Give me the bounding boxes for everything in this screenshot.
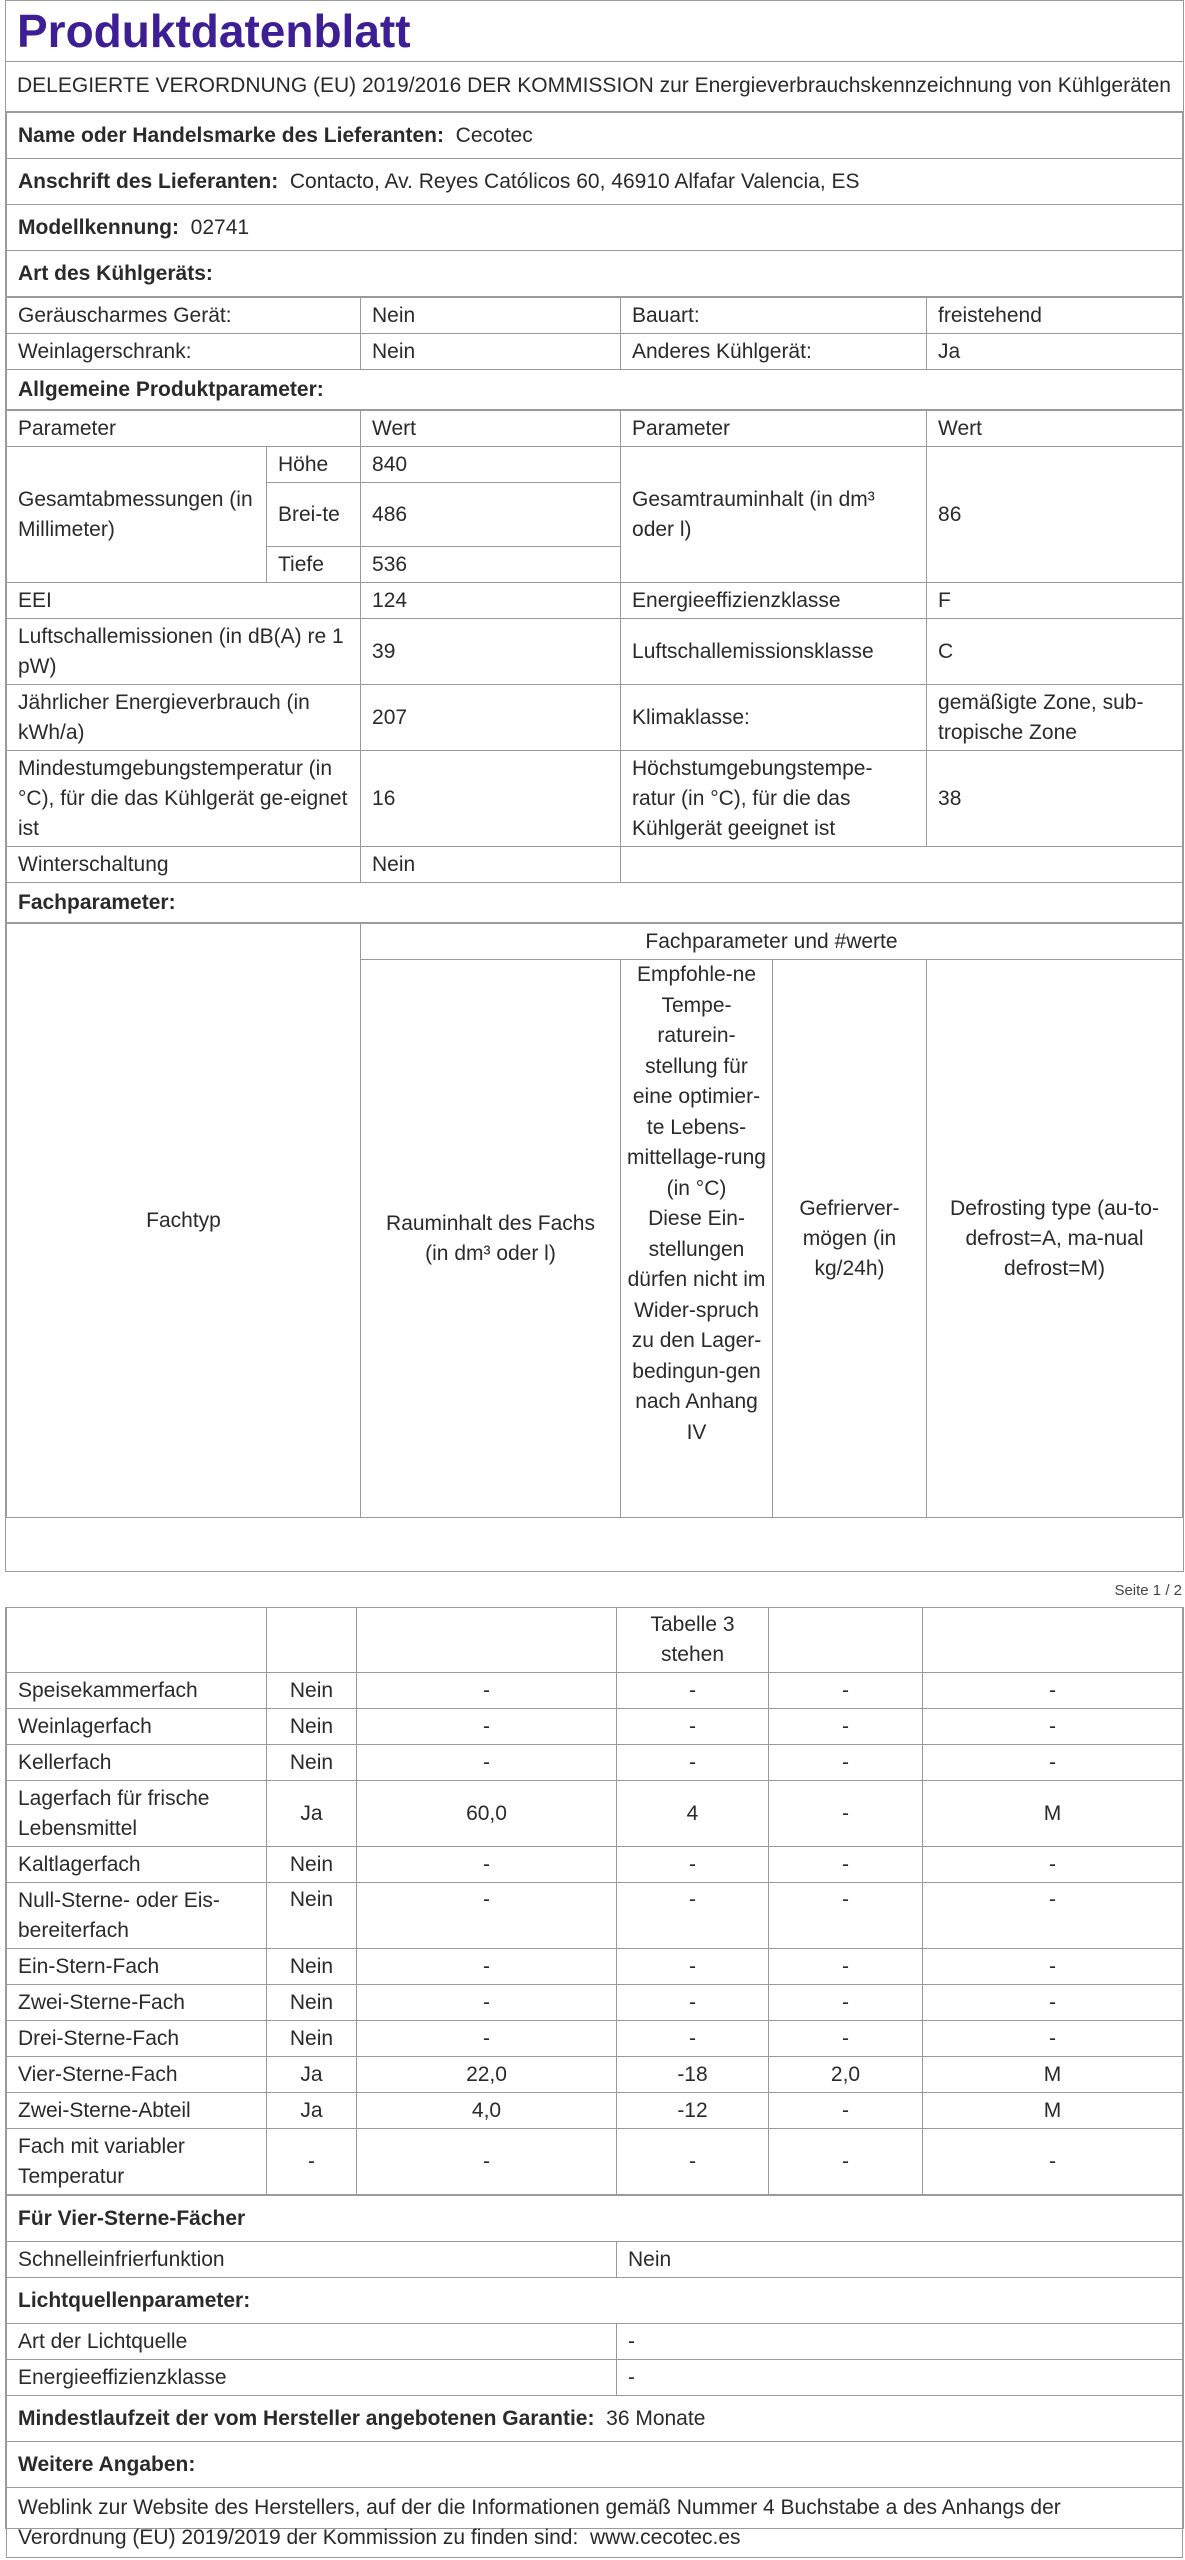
- compartment-name: Lagerfach für frische Lebensmittel: [7, 1781, 267, 1847]
- compartment-temp: 4: [617, 1781, 769, 1847]
- supplier-name-label: Name oder Handelsmarke des Lieferanten:: [18, 123, 444, 147]
- light-type-label: Art der Lichtquelle: [7, 2324, 617, 2360]
- min-temp-value: 16: [361, 751, 621, 847]
- depth-label: Tiefe: [267, 547, 361, 583]
- compartment-temp: -: [617, 1709, 769, 1745]
- noise-label: Luftschallemissionen (in dB(A) re 1 pW): [7, 619, 361, 685]
- height-value: 840: [361, 447, 621, 483]
- compartment-present: Nein: [267, 1709, 357, 1745]
- compartment-volume: -: [357, 1709, 617, 1745]
- compartment-freeze: -: [769, 1673, 923, 1709]
- general-params-table: [6, 410, 1183, 923]
- compartment-freeze: -: [769, 1985, 923, 2021]
- compartment-volume: -: [357, 1673, 617, 1709]
- compartment-temp: -: [617, 1949, 769, 1985]
- supplier-table: [6, 112, 1183, 297]
- compartment-freeze: -: [769, 1847, 923, 1883]
- compartment-present: Nein: [267, 1985, 357, 2021]
- compartment-temp: -: [617, 1985, 769, 2021]
- light-type-value: -: [617, 2324, 1183, 2360]
- compartment-present: -: [267, 2129, 357, 2195]
- compartment-row: [7, 1673, 1183, 1709]
- compartment-freeze: -: [769, 1709, 923, 1745]
- compartment-temp: -: [617, 1883, 769, 1949]
- general-heading: Allgemeine Produktparameter:: [7, 370, 1183, 410]
- wine-cabinet-label: Weinlagerschrank:: [7, 334, 361, 370]
- other-appliance-label: Anderes Kühlgerät:: [621, 334, 927, 370]
- design-value: freistehend: [927, 298, 1183, 334]
- compartment-freeze: -: [769, 1781, 923, 1847]
- low-noise-value: Nein: [361, 298, 621, 334]
- compartment-name: Zwei-Sterne-Abteil: [7, 2093, 267, 2129]
- compartment-row: [7, 2129, 1183, 2195]
- other-appliance-value: Ja: [927, 334, 1183, 370]
- col-param-header-2: Parameter: [621, 411, 927, 447]
- compartment-defrost: M: [923, 2057, 1183, 2093]
- compartment-freeze: 2,0: [769, 2057, 923, 2093]
- page-title: Produktdatenblatt: [6, 1, 1183, 62]
- appliance-type-table: [6, 297, 1183, 410]
- compartment-rows: [7, 1673, 1183, 2195]
- supplier-address-value: Contacto, Av. Reyes Católicos 60, 46910 Alfafar Valencia, ES: [289, 169, 860, 193]
- compartment-present: Nein: [267, 1883, 357, 1949]
- energy-class-label: Energieeffizienzklasse: [621, 583, 927, 619]
- compartment-present: Ja: [267, 2057, 357, 2093]
- compartment-name: Kaltlagerfach: [7, 1847, 267, 1883]
- design-label: Bauart:: [621, 298, 927, 334]
- regulation-subtitle: DELEGIERTE VERORDNUNG (EU) 2019/2016 DER KOMMISSION zur Energieverbrauchskennzeichnung von Kühlgeräten: [6, 62, 1183, 112]
- compartment-volume: -: [357, 1745, 617, 1781]
- compartment-volume: -: [357, 1883, 617, 1949]
- temp-header-part1: Empfohle-ne Tempe-raturein-stellung für eine optimier-te Lebens-mittellage-rung (in °C): [627, 963, 766, 1200]
- compartment-temp: -: [617, 2129, 769, 2195]
- wine-cabinet-value: Nein: [361, 334, 621, 370]
- compartment-type-header: Fachtyp: [7, 924, 361, 1518]
- compartment-temp: -: [617, 1847, 769, 1883]
- compartment-defrost: -: [923, 1985, 1183, 2021]
- compartment-volume: -: [357, 1949, 617, 1985]
- compartment-volume: -: [357, 2021, 617, 2057]
- compartment-present: Nein: [267, 2021, 357, 2057]
- total-volume-label: Gesamtrauminhalt (in dm³ oder l): [621, 447, 927, 583]
- compartment-volume: 4,0: [357, 2093, 617, 2129]
- height-label: Höhe: [267, 447, 361, 483]
- compartment-group-header: Fachparameter und #werte: [361, 924, 1183, 960]
- compartment-name: Zwei-Sterne-Fach: [7, 1985, 267, 2021]
- light-class-label: Energieeffizienzklasse: [7, 2360, 617, 2396]
- compartment-rows-table: [6, 1608, 1183, 2195]
- compartment-defrost: M: [923, 1781, 1183, 1847]
- noise-class-value: C: [927, 619, 1183, 685]
- compartment-temp: -: [617, 1673, 769, 1709]
- compartment-name: Kellerfach: [7, 1745, 267, 1781]
- defrost-type-header: Defrosting type (au-to-defrost=A, ma-nual defrost=M): [927, 960, 1183, 1518]
- compartment-freeze: -: [769, 2093, 923, 2129]
- compartment-present: Nein: [267, 1673, 357, 1709]
- compartment-row: [7, 2057, 1183, 2093]
- compartment-present: Ja: [267, 1781, 357, 1847]
- compartment-name: Vier-Sterne-Fach: [7, 2057, 267, 2093]
- compartment-temp: -: [617, 2021, 769, 2057]
- warranty-label: Mindestlaufzeit der vom Hersteller angebotenen Garantie:: [18, 2406, 595, 2430]
- compartment-present: Nein: [267, 1847, 357, 1883]
- annual-consumption-label: Jährlicher Energieverbrauch (in kWh/a): [7, 685, 361, 751]
- compartment-defrost: -: [923, 2021, 1183, 2057]
- compartment-present: Nein: [267, 1949, 357, 1985]
- page-1: [5, 0, 1184, 1572]
- compartment-defrost: -: [923, 1673, 1183, 1709]
- winter-mode-label: Winterschaltung: [7, 847, 361, 883]
- compartment-name: Null-Sterne- oder Eis-bereiterfach: [7, 1883, 267, 1949]
- compartment-defrost: -: [923, 2129, 1183, 2195]
- compartment-defrost: -: [923, 1709, 1183, 1745]
- fast-freeze-value: Nein: [617, 2242, 1183, 2278]
- compartment-present: Nein: [267, 1745, 357, 1781]
- compartment-freeze: -: [769, 2021, 923, 2057]
- compartments-heading: Fachparameter:: [7, 883, 1183, 923]
- width-label: Brei-te: [267, 483, 361, 547]
- compartment-name: Fach mit variabler Temperatur: [7, 2129, 267, 2195]
- supplier-address-label: Anschrift des Lieferanten:: [18, 169, 279, 193]
- compartment-present: Ja: [267, 2093, 357, 2129]
- compartment-temp: -12: [617, 2093, 769, 2129]
- model-value: 02741: [190, 215, 250, 239]
- eei-label: EEI: [7, 583, 361, 619]
- manufacturer-link[interactable]: www.cecotec.es: [590, 2525, 741, 2549]
- compartment-name: Ein-Stern-Fach: [7, 1949, 267, 1985]
- width-value: 486: [361, 483, 621, 547]
- four-star-table: [6, 2195, 1183, 2558]
- compartment-defrost: -: [923, 1745, 1183, 1781]
- compartment-volume: 60,0: [357, 1781, 617, 1847]
- compartment-header-table: [6, 923, 1183, 1518]
- four-star-heading: Für Vier-Sterne-Fächer: [7, 2196, 1183, 2242]
- further-info-heading: Weitere Angaben:: [7, 2442, 1183, 2488]
- compartment-freeze: -: [769, 2129, 923, 2195]
- compartment-temp: -18: [617, 2057, 769, 2093]
- winter-mode-value: Nein: [361, 847, 621, 883]
- compartment-freeze: -: [769, 1883, 923, 1949]
- climate-class-value: gemäßigte Zone, sub-tropische Zone: [927, 685, 1183, 751]
- supplier-name-value: Cecotec: [455, 123, 533, 147]
- light-heading: Lichtquellenparameter:: [7, 2278, 1183, 2324]
- compartment-row: [7, 1847, 1183, 1883]
- col-value-header: Wert: [361, 411, 621, 447]
- col-param-header: Parameter: [7, 411, 361, 447]
- compartment-name: Speisekammerfach: [7, 1673, 267, 1709]
- compartment-volume: 22,0: [357, 2057, 617, 2093]
- compartment-row: [7, 1883, 1183, 1949]
- compartment-row: [7, 1781, 1183, 1847]
- fast-freeze-label: Schnelleinfrierfunktion: [7, 2242, 617, 2278]
- max-temp-label: Höchstumgebungstempe-ratur (in °C), für die das Kühlgerät geeignet ist: [621, 751, 927, 847]
- compartment-defrost: -: [923, 1883, 1183, 1949]
- compartment-volume: -: [357, 1847, 617, 1883]
- compartment-volume: -: [357, 1985, 617, 2021]
- compartment-temp: -: [617, 1745, 769, 1781]
- compartment-defrost: -: [923, 1847, 1183, 1883]
- further-info-text: Weblink zur Website des Herstellers, auf der die Informationen gemäß Nummer 4 Buchstabe a des Anhangs der Verordnung (EU) 2019/2019 der Kommission zu finden sind:: [18, 2495, 1061, 2549]
- compartment-volume: -: [357, 2129, 617, 2195]
- warranty-value: 36 Monate: [606, 2406, 706, 2430]
- compartment-row: [7, 1745, 1183, 1781]
- compartment-freeze: -: [769, 1949, 923, 1985]
- appliance-type-heading: Art des Kühlgeräts:: [7, 251, 1183, 297]
- min-temp-label: Mindestumgebungstemperatur (in °C), für die das Kühlgerät ge-eignet ist: [7, 751, 361, 847]
- light-class-value: -: [617, 2360, 1183, 2396]
- volume-header: Rauminhalt des Fachs (in dm³ oder l): [361, 960, 621, 1518]
- compartment-defrost: -: [923, 1949, 1183, 1985]
- compartment-row: [7, 2093, 1183, 2129]
- energy-class-value: F: [927, 583, 1183, 619]
- max-temp-value: 38: [927, 751, 1183, 847]
- compartment-row: [7, 1709, 1183, 1745]
- low-noise-label: Geräuscharmes Gerät:: [7, 298, 361, 334]
- compartment-defrost: M: [923, 2093, 1183, 2129]
- compartment-freeze: -: [769, 1745, 923, 1781]
- freeze-capacity-header: Gefrierver-mögen (in kg/24h): [773, 960, 927, 1518]
- model-label: Modellkennung:: [18, 215, 179, 239]
- page-2: [5, 1607, 1184, 2549]
- compartment-name: Drei-Sterne-Fach: [7, 2021, 267, 2057]
- empty-cell: [621, 847, 1183, 883]
- compartment-row: [7, 2021, 1183, 2057]
- dimensions-label: Gesamtabmessungen (in Millimeter): [7, 447, 267, 583]
- depth-value: 536: [361, 547, 621, 583]
- compartment-name: Weinlagerfach: [7, 1709, 267, 1745]
- temp-header-part3: Tabelle 3 stehen: [617, 1608, 769, 1673]
- temp-header-part2: Diese Ein-stellungen dürfen nicht im Wider-spruch zu den Lager-bedingun-gen nach Anhang IV: [627, 1207, 766, 1444]
- noise-value: 39: [361, 619, 621, 685]
- annual-consumption-value: 207: [361, 685, 621, 751]
- climate-class-label: Klimaklasse:: [621, 685, 927, 751]
- total-volume-value: 86: [927, 447, 1183, 583]
- page-number: Seite 1 / 2: [1114, 1582, 1182, 1599]
- noise-class-label: Luftschallemissionsklasse: [621, 619, 927, 685]
- eei-value: 124: [361, 583, 621, 619]
- compartment-row: [7, 1949, 1183, 1985]
- col-value-header-2: Wert: [927, 411, 1183, 447]
- compartment-row: [7, 1985, 1183, 2021]
